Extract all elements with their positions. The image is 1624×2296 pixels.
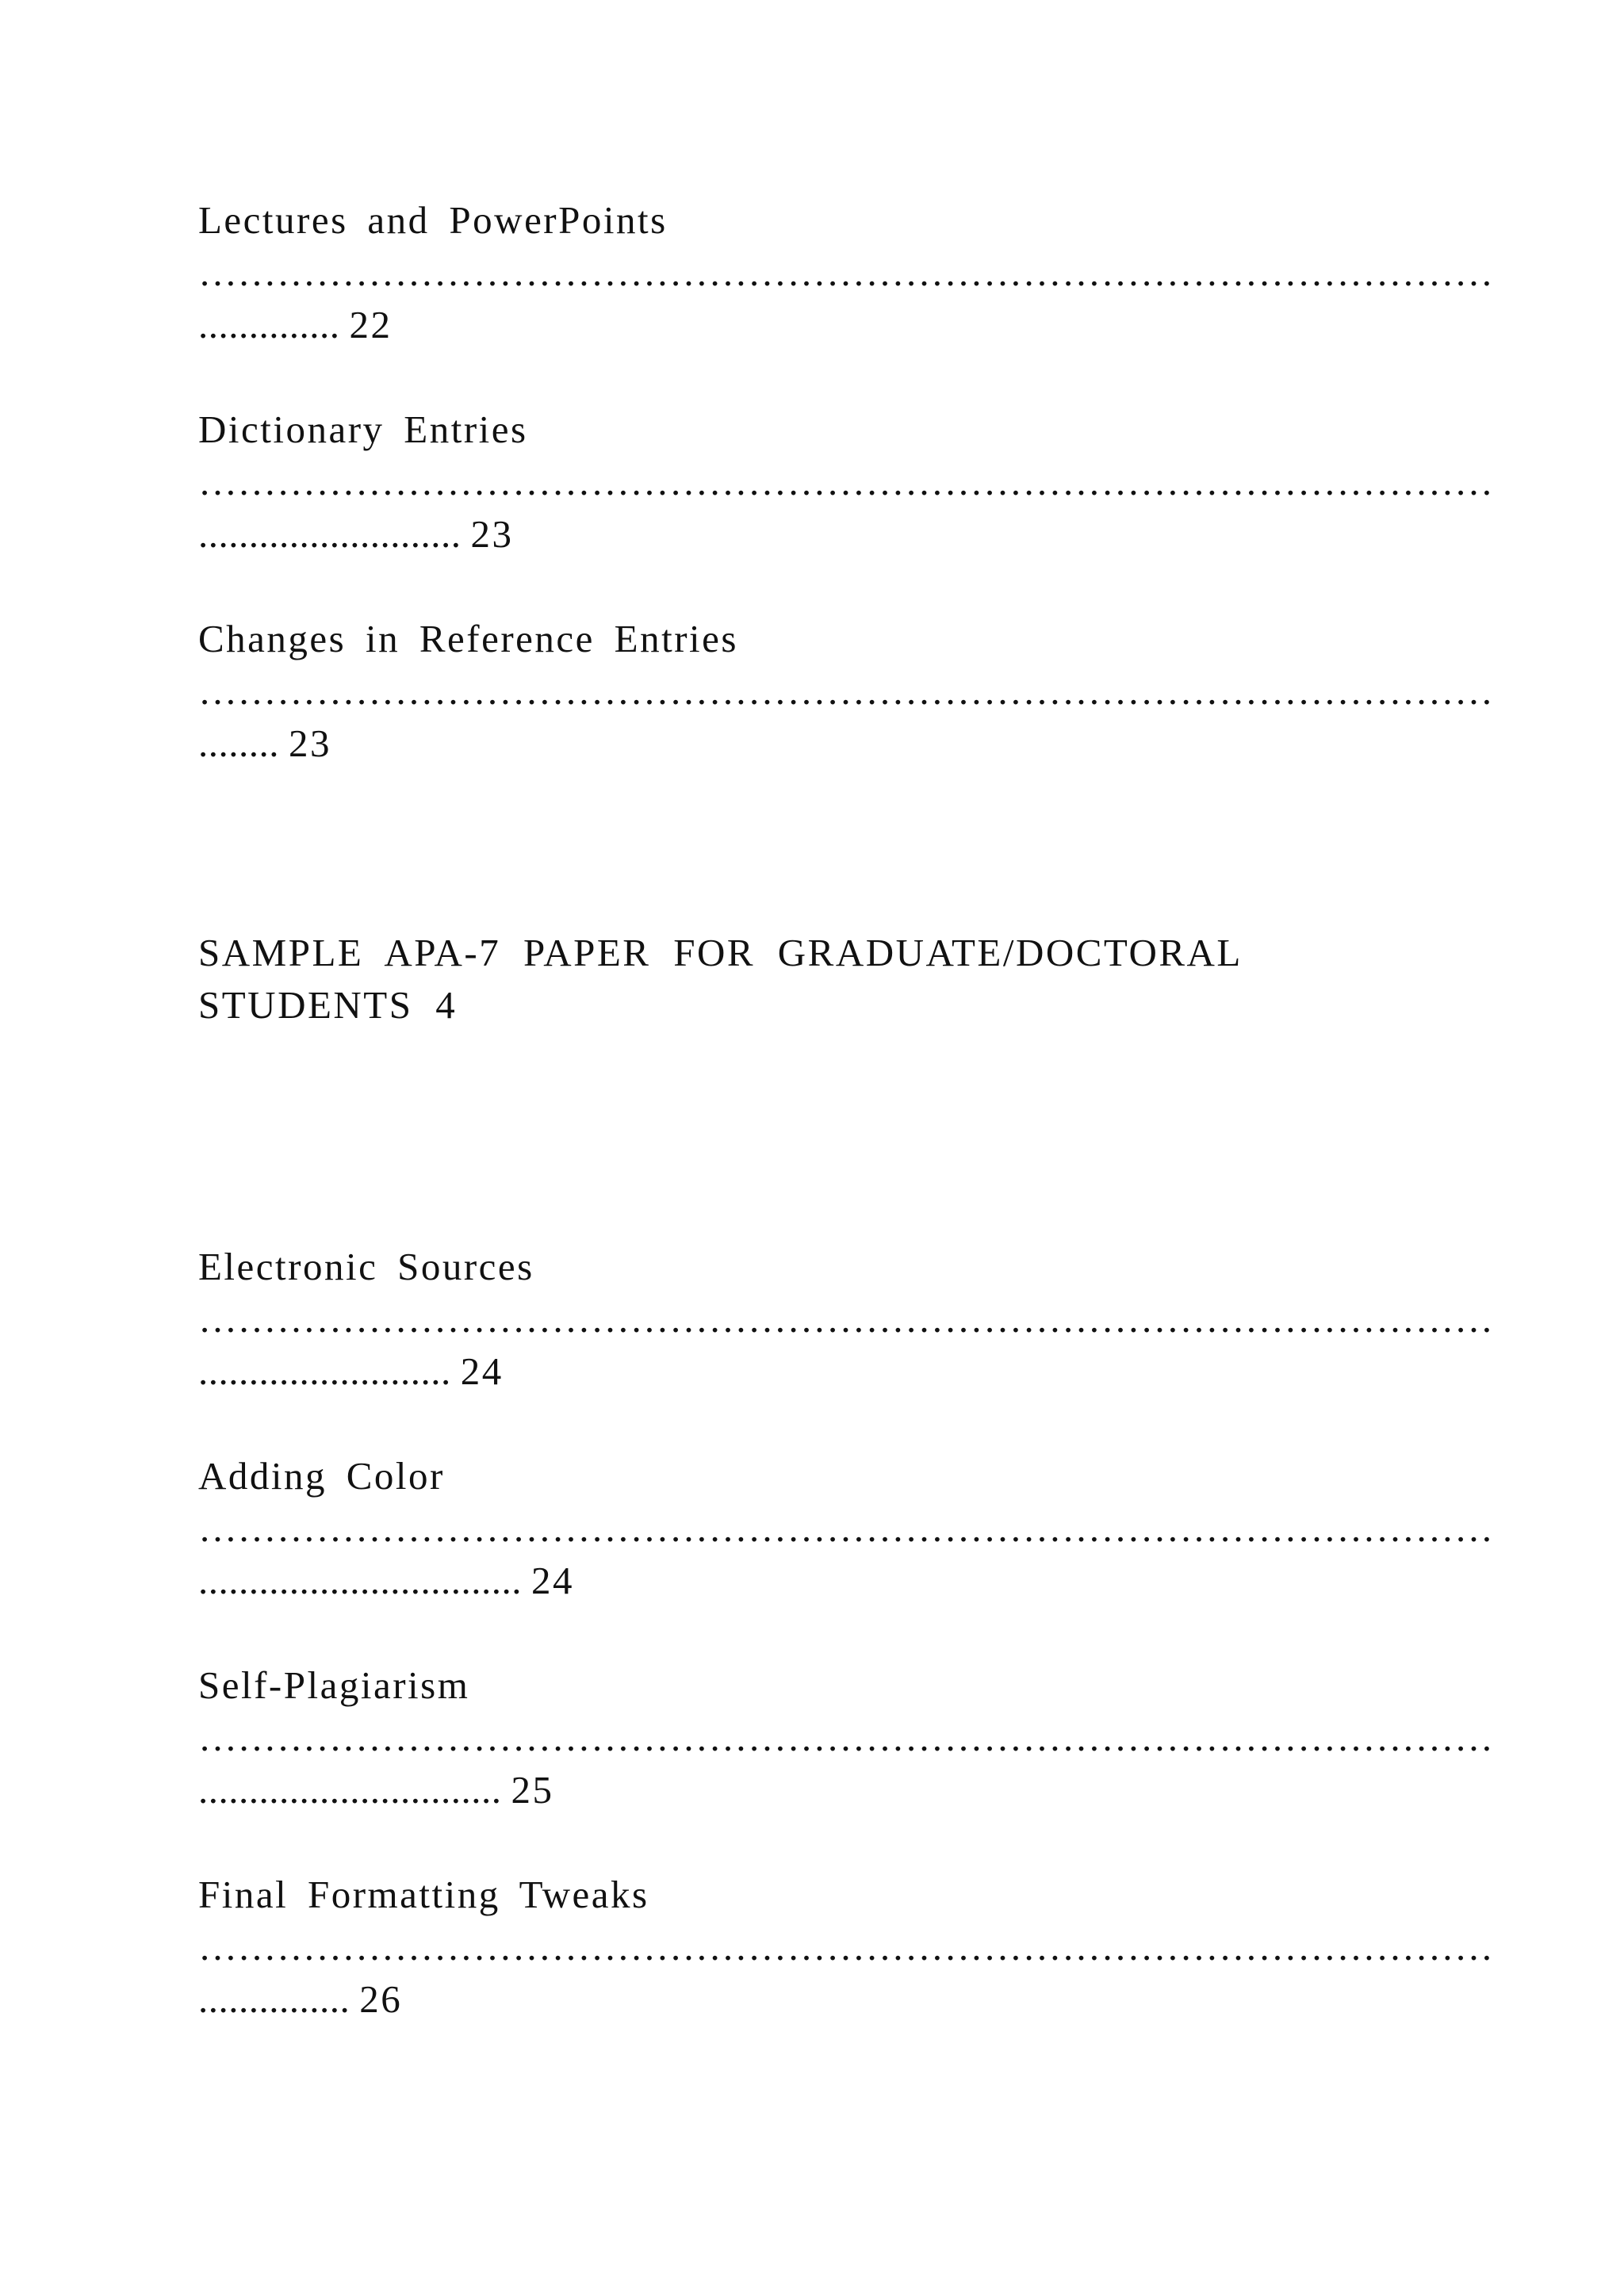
toc-page-number: 23 <box>470 512 514 556</box>
toc-entry-title: Final Formatting Tweaks <box>198 1873 649 1916</box>
toc-entry-title: Dictionary Entries <box>198 408 528 451</box>
toc-page-number: 24 <box>460 1349 504 1393</box>
toc-entry-title: Adding Color <box>198 1454 445 1498</box>
toc-entry-title: Changes in Reference Entries <box>198 617 738 660</box>
toc-leader-dots: ……………………………………………………………………………………… <box>198 1925 1494 1969</box>
toc-page-number: 23 <box>289 721 331 765</box>
toc-entry-continuation <box>198 720 331 767</box>
toc-leader-dots: .............. <box>198 303 340 346</box>
toc-entry-title: Lectures and PowerPoints <box>198 198 668 242</box>
toc-leader-dots: .......................... <box>198 512 462 556</box>
toc-entry-title: Electronic Sources <box>198 1245 534 1288</box>
toc-entry-continuation <box>198 1976 402 2023</box>
toc-page-number: 26 <box>359 1977 403 2021</box>
toc-entry-continuation <box>198 301 393 349</box>
toc-leader-dots: ……………………………………………………………………………………… <box>198 1297 1494 1341</box>
toc-page-number: 25 <box>511 1768 554 1812</box>
toc-leader-dots: ........ <box>198 721 279 765</box>
toc-leader-dots: ……………………………………………………………………………………… <box>198 460 1494 503</box>
toc-leader-dots: ……………………………………………………………………………………… <box>198 251 1494 294</box>
toc-entry-continuation <box>198 1766 554 1814</box>
toc-page-number: 24 <box>531 1559 574 1602</box>
running-header-line-1: SAMPLE APA-7 PAPER FOR GRADUATE/DOCTORAL <box>198 931 1243 974</box>
toc-entry-continuation <box>198 1348 504 1395</box>
toc-page-number: 22 <box>349 303 393 346</box>
toc-entry-continuation <box>198 1557 574 1605</box>
toc-entry-continuation <box>198 511 514 558</box>
toc-leader-dots: ……………………………………………………………………………………… <box>198 669 1494 713</box>
running-header-line-2: STUDENTS 4 <box>198 983 458 1027</box>
toc-leader-dots: ................................ <box>198 1559 522 1602</box>
toc-leader-dots: ……………………………………………………………………………………… <box>198 1716 1494 1759</box>
toc-leader-dots: ......................... <box>198 1349 451 1393</box>
toc-leader-dots: ............... <box>198 1977 350 2021</box>
toc-leader-dots: .............................. <box>198 1768 502 1812</box>
toc-leader-dots: ……………………………………………………………………………………… <box>198 1506 1494 1550</box>
toc-entry-title: Self-Plagiarism <box>198 1663 470 1707</box>
